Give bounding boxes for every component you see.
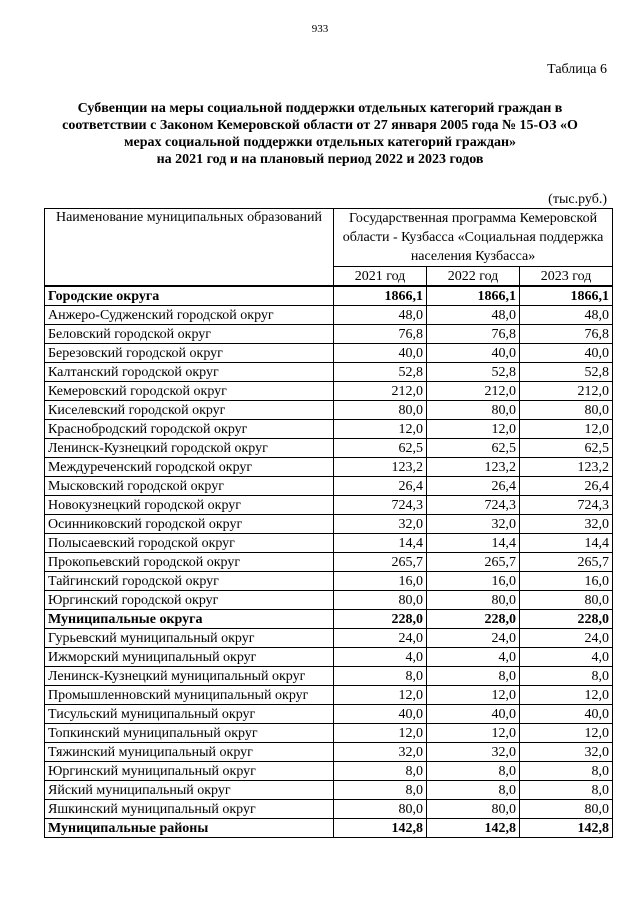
value-2022: 4,0	[427, 648, 520, 667]
value-2023: 24,0	[520, 629, 613, 648]
table-row	[45, 363, 613, 382]
value-2021: 80,0	[334, 800, 427, 819]
value-2022: 80,0	[427, 800, 520, 819]
units-label: (тыс.руб.)	[548, 192, 607, 207]
value-2021: 8,0	[334, 762, 427, 781]
table-row	[45, 667, 613, 686]
row-name: Березовский городской округ	[45, 344, 334, 363]
row-name: Топкинский муниципальный округ	[45, 724, 334, 743]
row-name: Тяжинский муниципальный округ	[45, 743, 334, 762]
value-2022: 212,0	[427, 382, 520, 401]
value-2022: 12,0	[427, 686, 520, 705]
value-2023: 8,0	[520, 667, 613, 686]
row-name: Тайгинский городской округ	[45, 572, 334, 591]
value-2022: 26,4	[427, 477, 520, 496]
value-2021: 52,8	[334, 363, 427, 382]
value-2022: 8,0	[427, 762, 520, 781]
value-2022: 76,8	[427, 325, 520, 344]
value-2022: 24,0	[427, 629, 520, 648]
table-row	[45, 629, 613, 648]
value-2022: 32,0	[427, 515, 520, 534]
page-number: 933	[311, 23, 329, 35]
table-row	[45, 401, 613, 420]
row-name: Промышленновский муниципальный округ	[45, 686, 334, 705]
value-2021: 1866,1	[334, 286, 427, 306]
value-2021: 40,0	[334, 705, 427, 724]
value-2022: 12,0	[427, 724, 520, 743]
row-name: Осинниковский городской округ	[45, 515, 334, 534]
value-2021: 80,0	[334, 591, 427, 610]
row-name: Киселевский городской округ	[45, 401, 334, 420]
row-name: Юргинский городской округ	[45, 591, 334, 610]
value-2022: 142,8	[427, 819, 520, 838]
value-2023: 80,0	[520, 591, 613, 610]
value-2021: 265,7	[334, 553, 427, 572]
value-2023: 1866,1	[520, 286, 613, 306]
value-2021: 8,0	[334, 781, 427, 800]
value-2021: 12,0	[334, 420, 427, 439]
header-program-line: области - Кузбасса «Социальная поддержка	[342, 230, 604, 245]
value-2021: 26,4	[334, 477, 427, 496]
value-2022: 14,4	[427, 534, 520, 553]
row-name: Яйский муниципальный округ	[45, 781, 334, 800]
row-name: Прокопьевский городской округ	[45, 553, 334, 572]
value-2021: 212,0	[334, 382, 427, 401]
table-row	[45, 382, 613, 401]
value-2023: 48,0	[520, 306, 613, 325]
row-name: Анжеро-Судженский городской округ	[45, 306, 334, 325]
value-2023: 26,4	[520, 477, 613, 496]
value-2021: 32,0	[334, 515, 427, 534]
row-name: Краснобродский городской округ	[45, 420, 334, 439]
value-2021: 48,0	[334, 306, 427, 325]
value-2023: 14,4	[520, 534, 613, 553]
value-2021: 12,0	[334, 724, 427, 743]
value-2023: 40,0	[520, 344, 613, 363]
row-name: Яшкинский муниципальный округ	[45, 800, 334, 819]
value-2023: 12,0	[520, 686, 613, 705]
value-2022: 8,0	[427, 781, 520, 800]
value-2021: 76,8	[334, 325, 427, 344]
value-2023: 8,0	[520, 762, 613, 781]
header-program	[334, 209, 613, 267]
row-name: Муниципальные округа	[45, 610, 334, 629]
value-2022: 32,0	[427, 743, 520, 762]
value-2021: 123,2	[334, 458, 427, 477]
row-name: Тисульский муниципальный округ	[45, 705, 334, 724]
row-name: Городские округа	[45, 286, 334, 306]
row-name: Кемеровский городской округ	[45, 382, 334, 401]
table-row	[45, 420, 613, 439]
value-2023: 80,0	[520, 401, 613, 420]
title-line: на 2021 год и на плановый период 2022 и 2023 годов	[156, 152, 484, 167]
value-2022: 62,5	[427, 439, 520, 458]
value-2022: 228,0	[427, 610, 520, 629]
row-name: Новокузнецкий городской округ	[45, 496, 334, 515]
table-row	[45, 325, 613, 344]
value-2022: 8,0	[427, 667, 520, 686]
value-2022: 40,0	[427, 344, 520, 363]
row-name: Калтанский городской округ	[45, 363, 334, 382]
value-2021: 724,3	[334, 496, 427, 515]
value-2023: 8,0	[520, 781, 613, 800]
value-2022: 80,0	[427, 401, 520, 420]
value-2021: 228,0	[334, 610, 427, 629]
table-row	[45, 724, 613, 743]
header-year-2021: 2021 год	[334, 267, 427, 287]
value-2022: 12,0	[427, 420, 520, 439]
table-row	[45, 572, 613, 591]
value-2022: 123,2	[427, 458, 520, 477]
table-row	[45, 458, 613, 477]
row-name: Муниципальные районы	[45, 819, 334, 838]
value-2022: 48,0	[427, 306, 520, 325]
table-row	[45, 743, 613, 762]
table-row-group	[45, 286, 613, 306]
table-row	[45, 686, 613, 705]
value-2023: 265,7	[520, 553, 613, 572]
table-row	[45, 496, 613, 515]
title-line: мерах социальной поддержки отдельных категорий граждан»	[123, 135, 517, 150]
row-name: Беловский городской округ	[45, 325, 334, 344]
value-2021: 4,0	[334, 648, 427, 667]
title-line: соответствии с Законом Кемеровской области от 27 января 2005 года № 15-ОЗ «О	[62, 118, 578, 133]
table-row	[45, 344, 613, 363]
value-2021: 14,4	[334, 534, 427, 553]
table-row	[45, 515, 613, 534]
value-2022: 1866,1	[427, 286, 520, 306]
title-line: Субвенции на меры социальной поддержки отдельных категорий граждан в	[77, 101, 563, 116]
value-2021: 40,0	[334, 344, 427, 363]
table-row	[45, 648, 613, 667]
table-row-group	[45, 819, 613, 838]
value-2021: 12,0	[334, 686, 427, 705]
table-row	[45, 553, 613, 572]
value-2021: 142,8	[334, 819, 427, 838]
value-2022: 80,0	[427, 591, 520, 610]
value-2023: 724,3	[520, 496, 613, 515]
table-row	[45, 477, 613, 496]
row-name: Юргинский муниципальный округ	[45, 762, 334, 781]
value-2023: 12,0	[520, 420, 613, 439]
value-2021: 62,5	[334, 439, 427, 458]
row-name: Ленинск-Кузнецкий городской округ	[45, 439, 334, 458]
header-program-line: Государственная программа Кемеровской	[348, 211, 598, 226]
value-2021: 24,0	[334, 629, 427, 648]
table-row	[45, 762, 613, 781]
table-label: Таблица 6	[547, 62, 607, 77]
row-name: Гурьевский муниципальный округ	[45, 629, 334, 648]
table-row	[45, 705, 613, 724]
table-body	[45, 286, 613, 838]
value-2023: 40,0	[520, 705, 613, 724]
table-row	[45, 439, 613, 458]
value-2022: 40,0	[427, 705, 520, 724]
document-title	[40, 100, 600, 168]
value-2023: 52,8	[520, 363, 613, 382]
subvention-table	[44, 208, 613, 838]
value-2021: 32,0	[334, 743, 427, 762]
table-row-group	[45, 610, 613, 629]
value-2023: 12,0	[520, 724, 613, 743]
row-name: Полысаевский городской округ	[45, 534, 334, 553]
row-name: Междуреченский городской округ	[45, 458, 334, 477]
value-2022: 16,0	[427, 572, 520, 591]
value-2021: 80,0	[334, 401, 427, 420]
value-2022: 52,8	[427, 363, 520, 382]
value-2023: 4,0	[520, 648, 613, 667]
value-2022: 265,7	[427, 553, 520, 572]
header-year-2023: 2023 год	[520, 267, 613, 287]
table-row	[45, 534, 613, 553]
row-name: Мысковский городской округ	[45, 477, 334, 496]
header-program-line: населения Кузбасса»	[410, 249, 536, 264]
header-municipality: Наименование муниципальных образований	[45, 209, 334, 287]
value-2023: 80,0	[520, 800, 613, 819]
table-row	[45, 591, 613, 610]
row-name: Ижморский муниципальный округ	[45, 648, 334, 667]
value-2023: 16,0	[520, 572, 613, 591]
value-2023: 32,0	[520, 743, 613, 762]
value-2023: 32,0	[520, 515, 613, 534]
value-2023: 123,2	[520, 458, 613, 477]
header-year-2022: 2022 год	[427, 267, 520, 287]
value-2023: 142,8	[520, 819, 613, 838]
value-2023: 76,8	[520, 325, 613, 344]
row-name: Ленинск-Кузнецкий муниципальный округ	[45, 667, 334, 686]
table-row	[45, 306, 613, 325]
value-2021: 8,0	[334, 667, 427, 686]
value-2021: 16,0	[334, 572, 427, 591]
table-row	[45, 800, 613, 819]
value-2023: 228,0	[520, 610, 613, 629]
value-2023: 212,0	[520, 382, 613, 401]
value-2023: 62,5	[520, 439, 613, 458]
value-2022: 724,3	[427, 496, 520, 515]
table-row	[45, 781, 613, 800]
